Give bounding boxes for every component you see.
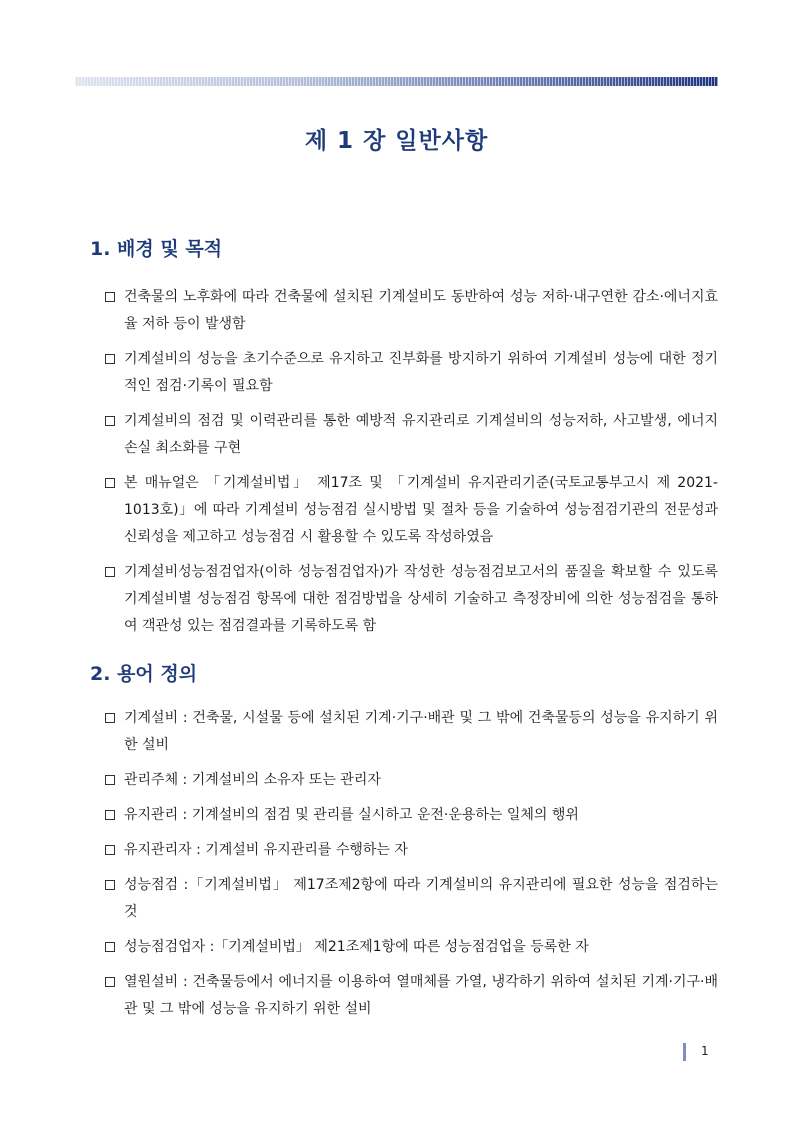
page-number-bar [683, 1043, 686, 1061]
list-item [105, 969, 718, 1023]
list-item [105, 408, 718, 462]
checkbox-icon [105, 416, 115, 426]
list-item [105, 346, 718, 400]
list-item-text: 기계설비성능점검업자(이하 성능점검업자)가 작성한 성능점검보고서의 품질을 확보할 수 있도록 기계설비별 성능점검 항목에 대한 점검방법을 상세히 기술하고 측정장비에 의한 성능점검을 통하여 객관성 있는 점검결과를 기록하도록 함 [124, 564, 718, 634]
checkbox-icon [105, 880, 115, 890]
list-item [105, 767, 718, 794]
list-item [105, 872, 718, 926]
section-1-list [105, 284, 718, 648]
list-item-text: 유지관리자 : 기계설비 유지관리를 수행하는 자 [124, 842, 408, 858]
list-item [105, 802, 718, 829]
checkbox-icon [105, 775, 115, 785]
checkbox-icon [105, 292, 115, 302]
checkbox-icon [105, 810, 115, 820]
list-item-text: 기계설비 : 건축물, 시설물 등에 설치된 기계·기구·배관 및 그 밖에 건축물등의 성능을 유지하기 위한 설비 [124, 710, 718, 753]
list-item [105, 934, 718, 961]
chapter-title: 제 1 장 일반사항 [304, 128, 489, 154]
list-item [105, 559, 718, 640]
list-item-text: 기계설비의 성능을 초기수준으로 유지하고 진부화를 방지하기 위하여 기계설비 성능에 대한 정기적인 점검·기록이 필요함 [124, 351, 718, 394]
header-decorative-bar [75, 77, 718, 86]
section-title-background-purpose: 1. 배경 및 목적 [90, 238, 223, 260]
checkbox-icon [105, 845, 115, 855]
list-item [105, 470, 718, 551]
section-2-list [105, 705, 718, 1031]
checkbox-icon [105, 354, 115, 364]
list-item [105, 837, 718, 864]
checkbox-icon [105, 713, 115, 723]
checkbox-icon [105, 977, 115, 987]
list-item-text: 관리주체 : 기계설비의 소유자 또는 관리자 [124, 772, 381, 788]
list-item-text: 성능점검업자 :「기계설비법」 제21조제1항에 따른 성능점검업을 등록한 자 [124, 939, 589, 955]
checkbox-icon [105, 567, 115, 577]
checkbox-icon [105, 478, 115, 488]
list-item-text: 건축물의 노후화에 따라 건축물에 설치된 기계설비도 동반하여 성능 저하·내구연한 감소·에너지효율 저하 등이 발생함 [124, 289, 718, 332]
list-item-text: 기계설비의 점검 및 이력관리를 통한 예방적 유지관리로 기계설비의 성능저하, 사고발생, 에너지 손실 최소화를 구현 [124, 413, 718, 456]
page-number: 1 [701, 1044, 709, 1058]
checkbox-icon [105, 942, 115, 952]
list-item-text: 유지관리 : 기계설비의 점검 및 관리를 실시하고 운전·운용하는 일체의 행위 [124, 807, 579, 823]
list-item-text: 성능점검 :「기계설비법」 제17조제2항에 따라 기계설비의 유지관리에 필요한 성능을 점검하는 것 [124, 877, 718, 920]
list-item [105, 705, 718, 759]
list-item-text: 본 매뉴얼은 「기계설비법」 제17조 및 「기계설비 유지관리기준(국토교통부고시 제 2021-1013호)」에 따라 기계설비 성능점검 실시방법 및 절차 등을 기술하여 성능점검기관의 전문성과 신뢰성을 제고하고 성능점검 시 활용할 수 있도록 작성하였음 [124, 475, 718, 545]
list-item-text: 열원설비 : 건축물등에서 에너지를 이용하여 열매체를 가열, 냉각하기 위하여 설치된 기계·기구·배관 및 그 밖에 성능을 유지하기 위한 설비 [124, 974, 718, 1017]
section-title-definitions: 2. 용어 정의 [90, 663, 198, 685]
list-item [105, 284, 718, 338]
